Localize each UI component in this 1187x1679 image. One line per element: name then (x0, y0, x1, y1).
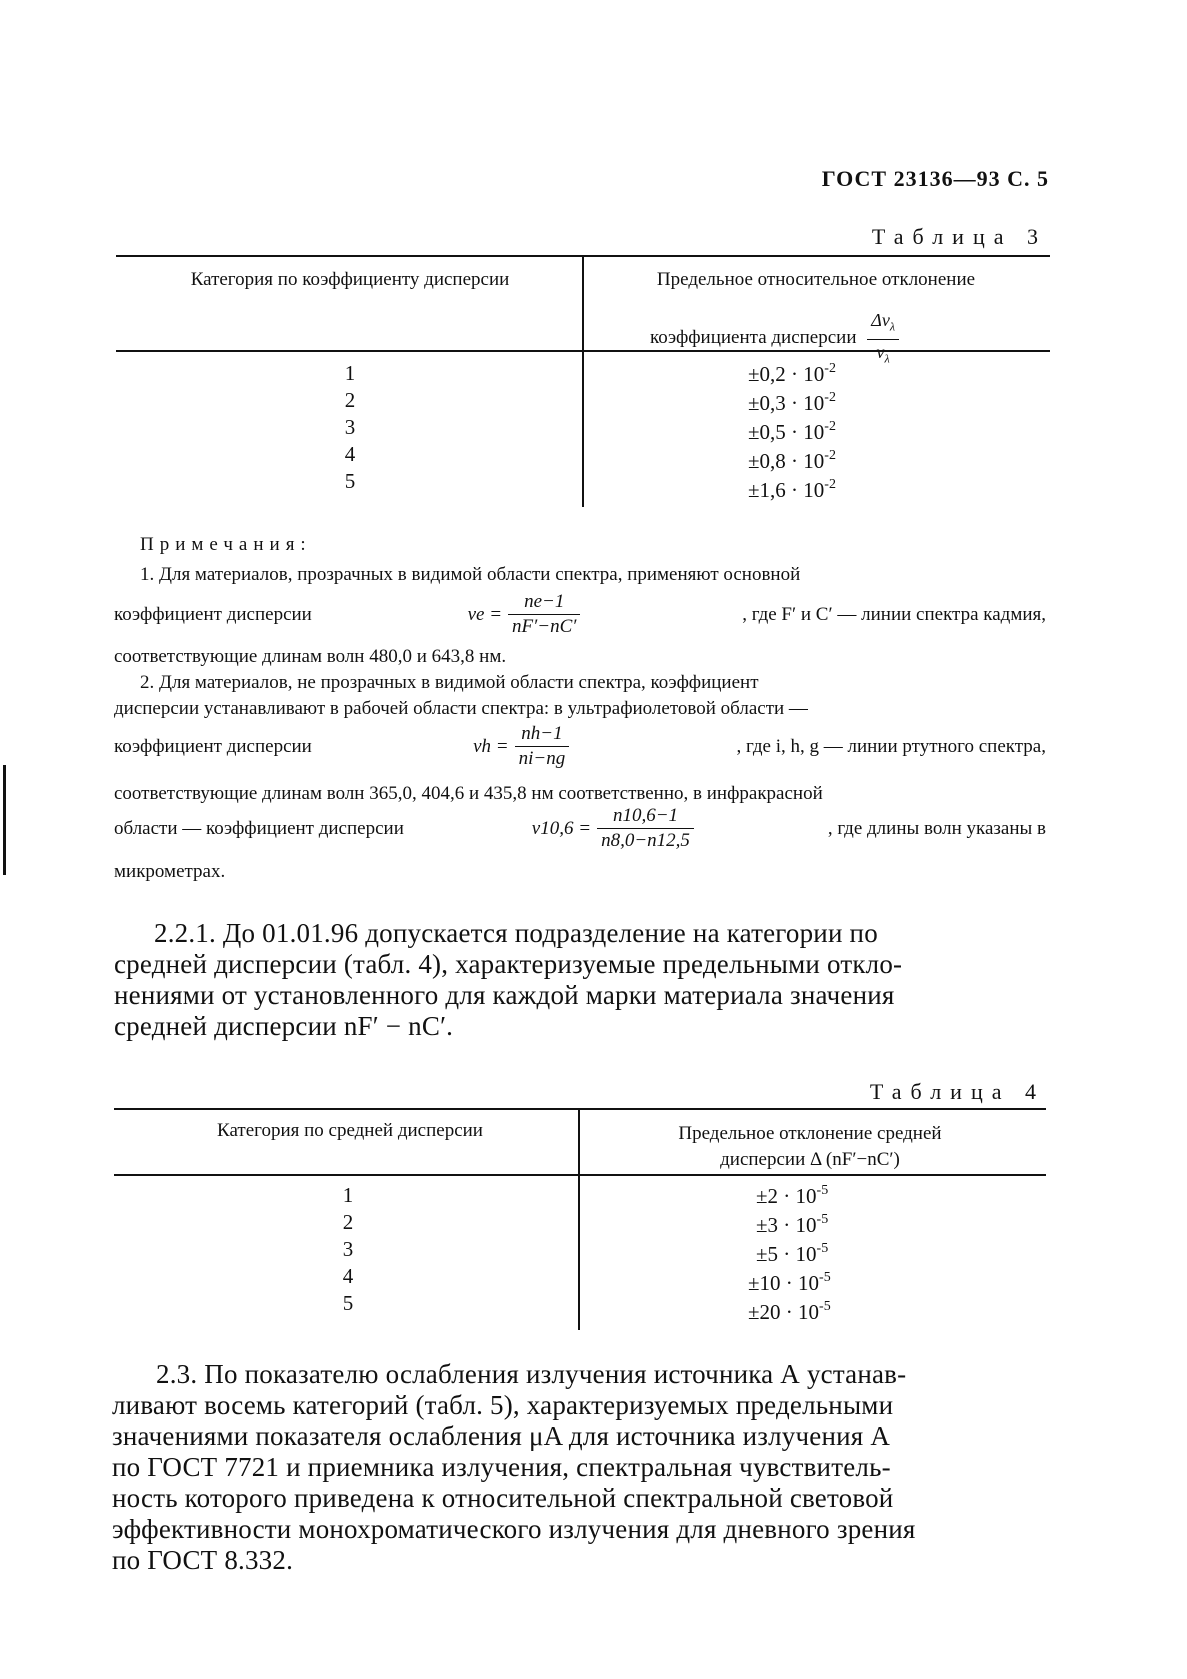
table4-col-divider (578, 1108, 580, 1330)
table3-col2-header-line1: Предельное относительное отклонение (656, 269, 976, 290)
note-2-line6: микрометрах. (114, 861, 226, 882)
table3-category: 5 (344, 469, 356, 493)
note2-fraction: $\frac{nh-1}{ni-ng}$ (515, 722, 570, 771)
note-2-formula2-line: области — коэффициент дисперсии ν10,6 = $\frac{n10,6-1}{n8,0-n12,5}$ , где длины волн указаны в (114, 805, 1046, 851)
note-1-line3: соответствующие длинам волн 480,0 и 643,8 нм. (114, 646, 507, 667)
table4-caption: Таблица 4 (869, 1079, 1045, 1104)
note-2-line2: дисперсии устанавливают в рабочей области спектра: в ультрафиолетовой области — (114, 698, 808, 719)
table4-category: 3 (342, 1237, 354, 1261)
table4-value: $\pm 2 \cdot 10^{-5}$ (756, 1183, 829, 1208)
table4-value: $\pm 3 \cdot 10^{-5}$ (756, 1212, 829, 1237)
table3-value: $\pm 0,2 \cdot 10^{-2}$ (748, 361, 836, 386)
table3-col1-header: Категория по коэффициенту дисперсии (190, 269, 510, 290)
note1-formula-lhs: νe = (467, 603, 503, 625)
table3-caption: Таблица 3 (871, 224, 1047, 249)
note-2-formula-line: коэффициент дисперсии νh = $\frac{nh-1}{ni-ng}$ , где i, h, g — линии ртутного спектра, (114, 723, 1046, 769)
note2-fraction2: $\frac{n10,6-1}{n8,0-n12,5}$ (597, 804, 694, 853)
table4-col2-header-line2: дисперсии Δ (nF′−nC′) (720, 1149, 900, 1170)
notes-title: Примечания: (140, 534, 312, 555)
table4-value: $\pm 10 \cdot 10^{-5}$ (748, 1270, 831, 1295)
table4-category: 2 (342, 1210, 354, 1234)
table4-value: $\pm 20 \cdot 10^{-5}$ (748, 1299, 831, 1324)
table3-value: $\pm 0,5 \cdot 10^{-2}$ (748, 419, 836, 444)
table4-category: 1 (342, 1183, 354, 1207)
table4-value: $\pm 5 \cdot 10^{-5}$ (756, 1241, 829, 1266)
note-2-line1: 2. Для материалов, не прозрачных в видимой области спектра, коэффициент (140, 672, 759, 693)
table4-header-rule (114, 1174, 1046, 1176)
margin-revision-bar (3, 765, 6, 875)
table3-header-fraction: $\frac{\Delta\nu_\lambda}{\nu_\lambda}$ (867, 308, 899, 370)
table3-value: $\pm 1,6 \cdot 10^{-2}$ (748, 477, 836, 502)
table3-category: 3 (344, 415, 356, 439)
note1-fraction: $\frac{ne-1}{nF'-nC'}$ (508, 590, 580, 639)
table3-col-divider (582, 255, 584, 507)
table4-category: 5 (342, 1291, 354, 1315)
table3-col2-header-line2: коэффициента дисперсии $\frac{\Delta\nu_\lambda}{\nu_\lambda}$ (610, 308, 1020, 370)
table4-col2-header-line1: Предельное отклонение средней (678, 1123, 942, 1144)
table4-category: 4 (342, 1264, 354, 1288)
table3-category: 2 (344, 388, 356, 412)
paragraph-2-2-1: 2.2.1. До 01.01.96 допускается подразделение на категории по средней дисперсии (табл. 4), характеризуемые предельными откло- нениями от установленного для каждой марки материала значения средней дисперсии nF′ − nC′. (114, 918, 903, 1041)
table4-top-rule (114, 1108, 1046, 1110)
table3-category: 1 (344, 361, 356, 385)
table3-value: $\pm 0,3 \cdot 10^{-2}$ (748, 390, 836, 415)
note-2-line4: соответствующие длинам волн 365,0, 404,6 и 435,8 нм соответственно, в инфракрасной (114, 783, 823, 804)
note-1-formula-line: коэффициент дисперсии νe = $\frac{ne-1}{nF'-nC'}$ , где F′ и C′ — линии спектра кадмия, (114, 591, 1046, 637)
note-1: 1. Для материалов, прозрачных в видимой области спектра, применяют основной (140, 564, 801, 585)
paragraph-2-3: 2.3. По показателю ослабления излучения источника А устанав- ливают восемь категорий (табл. 5), характеризуемых предельными значениями показателя ослабления μA для источника излучения А по ГОСТ 7721 и приемника излучения, спектральная чувствитель- ность которого приведена к относительной спектральной световой эффективности монохроматического излучения для дневного зрения по ГОСТ 8.332. (112, 1359, 916, 1575)
table3-category: 4 (344, 442, 356, 466)
page-header: ГОСТ 23136—93 С. 5 (821, 166, 1049, 191)
table3-value: $\pm 0,8 \cdot 10^{-2}$ (748, 448, 836, 473)
table4-col1-header: Категория по средней дисперсии (217, 1120, 483, 1141)
